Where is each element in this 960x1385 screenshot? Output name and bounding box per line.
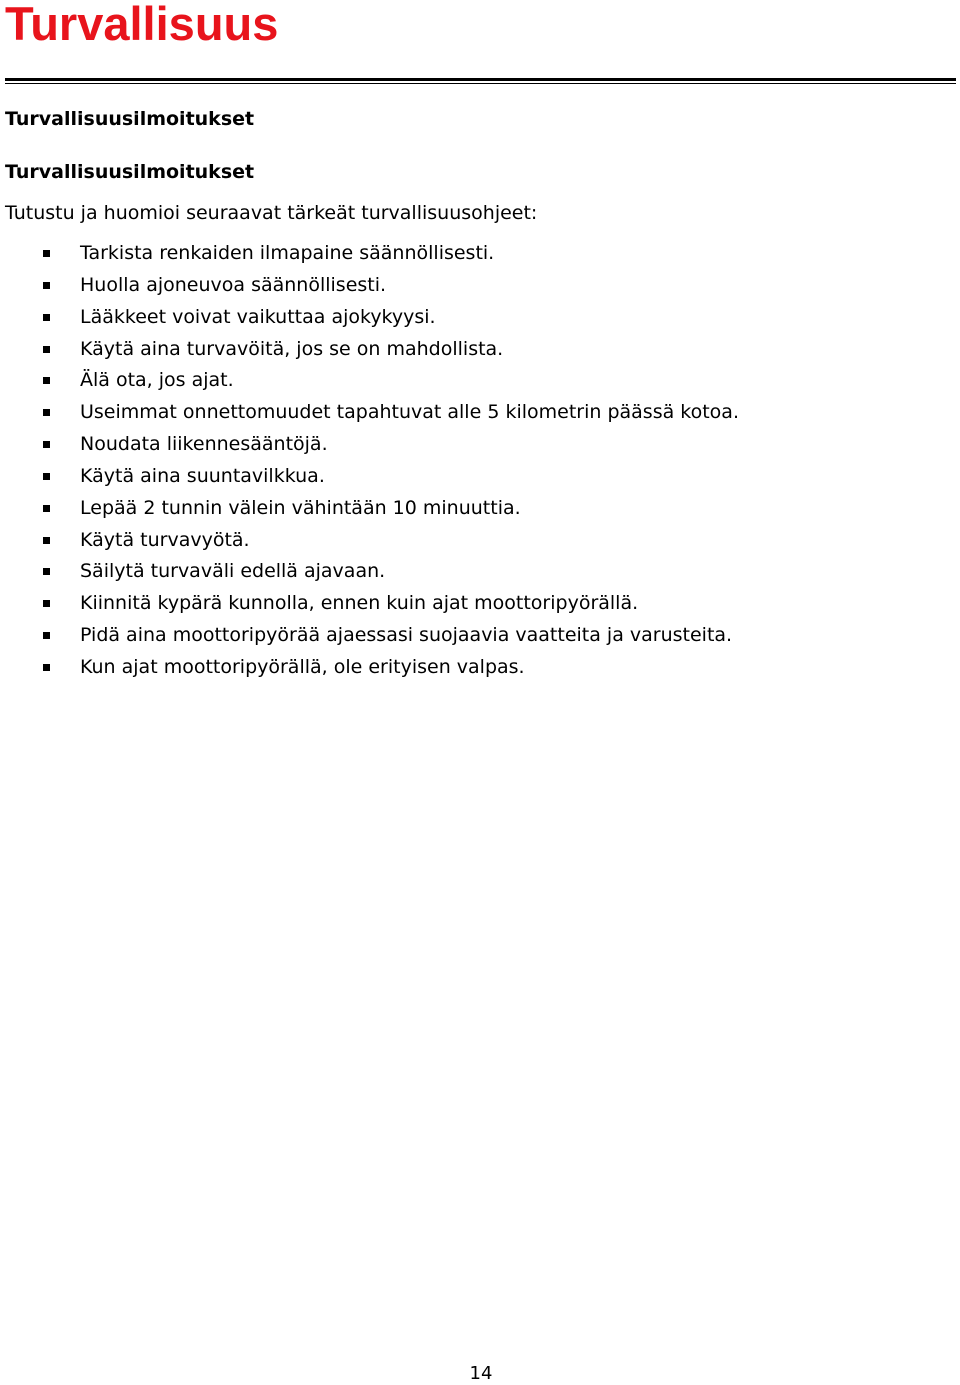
square-bullet-icon [43,377,50,384]
list-item-text: Säilytä turvaväli edellä ajavaan. [80,560,386,583]
square-bullet-icon [43,537,50,544]
subsection-heading: Turvallisuusilmoitukset [5,161,255,183]
square-bullet-icon [43,250,50,257]
list-item [0,272,940,304]
list-item-text: Tarkista renkaiden ilmapaine säännöllisesti. [80,242,495,264]
section-heading: Turvallisuusilmoitukset [5,108,255,130]
title-rule-thick [5,78,956,81]
list-item-text: Pidä aina moottoripyörää ajaessasi suojaavia vaatteita ja varusteita. [80,624,733,647]
square-bullet-icon [43,409,50,416]
square-bullet-icon [43,314,50,321]
list-item [0,304,940,336]
list-item [0,336,940,368]
list-item [0,463,940,495]
list-item-text: Älä ota, jos ajat. [80,369,234,392]
list-item-text: Käytä aina suuntavilkkua. [80,464,325,487]
intro-text: Tutustu ja huomioi seuraavat tärkeät turvallisuusohjeet: [5,202,538,224]
list-item-text: Lääkkeet voivat vaikuttaa ajokykyysi. [80,305,436,328]
title-rule-thin [5,83,956,84]
square-bullet-icon [43,473,50,480]
square-bullet-icon [43,632,50,639]
list-item [0,495,940,527]
list-item [0,590,940,622]
list-item [0,558,940,590]
list-item-text: Useimmat onnettomuudet tapahtuvat alle 5 kilometrin päässä kotoa. [80,401,739,424]
list-item [0,240,940,272]
list-item-text: Lepää 2 tunnin välein vähintään 10 minuuttia. [80,496,521,519]
list-item [0,622,940,654]
list-item [0,367,940,399]
square-bullet-icon [43,568,50,575]
square-bullet-icon [43,441,50,448]
list-item-text: Huolla ajoneuvoa säännöllisesti. [80,273,387,296]
list-item-text: Kun ajat moottoripyörällä, ole erityisen valpas. [80,655,525,678]
square-bullet-icon [43,664,50,671]
list-item-text: Käytä aina turvavöitä, jos se on mahdollista. [80,337,504,360]
list-item [0,431,940,463]
page-number: 14 [469,1363,493,1384]
list-item [0,527,940,559]
list-item-text: Noudata liikennesääntöjä. [80,433,328,456]
square-bullet-icon [43,346,50,353]
square-bullet-icon [43,282,50,289]
square-bullet-icon [43,600,50,607]
page-title: Turvallisuus [5,0,279,50]
list-item-text: Käytä turvavyötä. [80,528,250,551]
safety-list [0,240,940,686]
square-bullet-icon [43,505,50,512]
list-item [0,399,940,431]
list-item [0,654,940,686]
list-item-text: Kiinnitä kypärä kunnolla, ennen kuin ajat moottoripyörällä. [80,592,639,615]
